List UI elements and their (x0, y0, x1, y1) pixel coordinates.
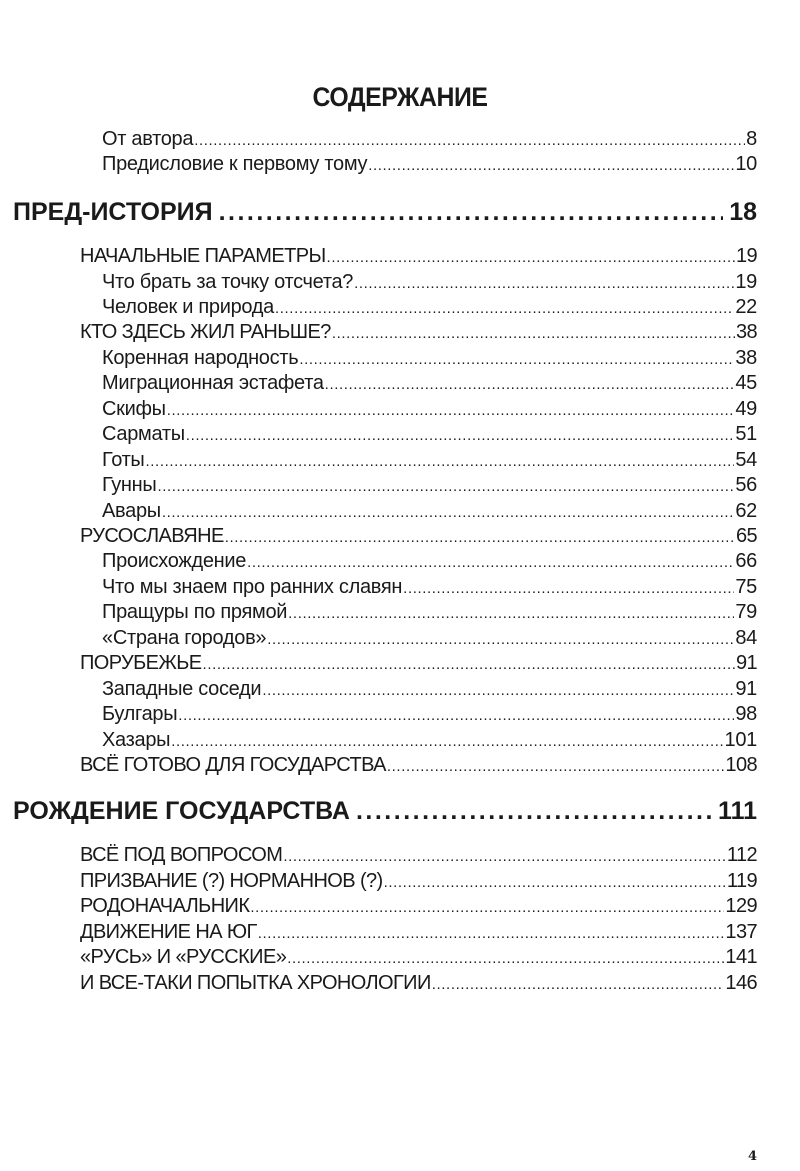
toc-entry-label: КТО ЗДЕСЬ ЖИЛ РАНЬШЕ? (80, 321, 331, 343)
toc-chapter-entry[interactable] (80, 321, 757, 346)
toc-section-entry[interactable] (102, 449, 757, 474)
toc-chapter-entry[interactable] (80, 844, 757, 869)
toc-entry-page: 45 (735, 372, 757, 394)
toc-section-entry[interactable] (102, 398, 757, 423)
toc-entry-page: 137 (725, 921, 757, 943)
toc-entry-label: Происхождение (102, 550, 247, 572)
dot-leader (325, 376, 735, 393)
toc-entry-page: 62 (735, 500, 757, 522)
dot-leader (225, 529, 735, 546)
dot-leader (250, 899, 724, 916)
toc-entry-label: ДВИЖЕНИЕ НА ЮГ (80, 921, 257, 943)
toc-entry-page: 38 (735, 347, 757, 369)
toc-entry-page: 129 (725, 895, 757, 917)
toc-chapter-entry[interactable] (80, 652, 757, 677)
toc-entry-page: 98 (735, 703, 757, 725)
toc-entry-label: От автора (102, 128, 194, 150)
toc-entry-page: 56 (735, 474, 757, 496)
toc-entry-page: 91 (735, 652, 757, 674)
toc-entry-page: 91 (735, 678, 757, 700)
toc-chapter-entry[interactable] (80, 754, 757, 779)
toc-section-entry[interactable] (102, 729, 757, 754)
toc-chapter-entry[interactable] (80, 921, 757, 946)
toc-entry-label: РОЖДЕНИЕ ГОСУДАРСТВА (13, 797, 350, 825)
toc-section-entry[interactable] (102, 423, 757, 448)
dot-leader (194, 132, 745, 149)
toc-section-entry[interactable] (102, 296, 757, 321)
toc-section-entry[interactable] (102, 271, 757, 296)
page-title: СОДЕРЖАНИЕ (312, 82, 488, 112)
toc-entry-label: Человек и природа (102, 296, 274, 318)
toc-entry-page: 112 (726, 844, 757, 866)
toc-section-entry[interactable] (102, 627, 757, 652)
toc-entry-label: Авары (102, 500, 161, 522)
dot-leader (354, 275, 734, 292)
toc-section-entry[interactable] (102, 347, 757, 372)
toc-entry-label: ВСЁ ГОТОВО ДЛЯ ГОСУДАРСТВА (80, 754, 386, 776)
toc-entry-label: Хазары (102, 729, 171, 751)
toc-entry-label: Готы (102, 449, 145, 471)
toc-entry-page: 111 (718, 797, 757, 825)
toc-chapter-entry[interactable] (80, 895, 757, 920)
toc-section-entry[interactable] (102, 500, 757, 525)
toc-chapter-entry[interactable] (80, 972, 757, 997)
toc-entry-label: НАЧАЛЬНЫЕ ПАРАМЕТРЫ (80, 245, 326, 267)
dot-leader (167, 402, 735, 419)
dot-leader (219, 198, 724, 227)
toc-section-entry[interactable] (102, 601, 757, 626)
toc-entry-label: ПРЕД-ИСТОРИЯ (13, 198, 213, 226)
toc-entry-label: «Страна городов» (102, 627, 267, 649)
toc-entry-page: 10 (735, 153, 757, 175)
toc-entry-page: 141 (725, 946, 757, 968)
toc-entry-page: 75 (735, 576, 757, 598)
dot-leader (287, 950, 724, 967)
toc-section-entry[interactable] (102, 576, 757, 601)
toc-entry-page: 38 (735, 321, 757, 343)
toc-entry-page: 22 (735, 296, 757, 318)
toc-entry-page: 101 (724, 729, 757, 751)
toc-section-entry[interactable] (102, 372, 757, 397)
toc-entry-page: 49 (735, 398, 757, 420)
toc-entry-label: ПРИЗВАНИЕ (?) НОРМАННОВ (?) (80, 870, 383, 892)
toc-entry-label: ПОРУБЕЖЬЕ (80, 652, 202, 674)
dot-leader (162, 504, 734, 521)
toc-section-entry[interactable] (102, 678, 757, 703)
toc-chapter-entry[interactable] (80, 525, 757, 550)
toc-section-entry[interactable] (102, 550, 757, 575)
toc-entry-page: 146 (725, 972, 757, 994)
dot-leader (186, 427, 735, 444)
dot-leader (262, 682, 734, 699)
toc-entry-label: Гунны (102, 474, 157, 496)
toc-entry-page: 65 (735, 525, 757, 547)
dot-leader (403, 580, 734, 597)
dot-leader (275, 300, 734, 317)
dot-leader (157, 478, 734, 495)
toc-entry-page: 108 (725, 754, 757, 776)
toc-entry-page: 19 (735, 271, 757, 293)
toc-entry-label: Коренная народность (102, 347, 299, 369)
toc-entry-page: 119 (726, 870, 757, 892)
toc-entry-label: Западные соседи (102, 678, 262, 700)
dot-leader (258, 925, 725, 942)
dot-leader (356, 797, 712, 826)
toc-section-entry[interactable] (102, 128, 757, 153)
toc-entry-label: Сарматы (102, 423, 185, 445)
dot-leader (384, 874, 726, 891)
dot-leader (332, 325, 735, 342)
toc-entry-label: Что мы знаем про ранних славян (102, 576, 403, 598)
toc-entry-label: ВСЁ ПОД ВОПРОСОМ (80, 844, 283, 866)
dot-leader (178, 707, 734, 724)
dot-leader (288, 605, 734, 622)
dot-leader (267, 631, 734, 648)
toc-entry-page: 18 (729, 198, 757, 226)
toc-entry-label: Пращуры по прямой (102, 601, 288, 623)
toc-entry-label: Что брать за точку отсчета? (102, 271, 354, 293)
toc-entry-page: 8 (746, 128, 757, 150)
toc-entry-page: 66 (735, 550, 757, 572)
toc-entry-label: РУСОСЛАВЯНЕ (80, 525, 224, 547)
toc-entry-page: 79 (735, 601, 757, 623)
dot-leader (247, 554, 734, 571)
dot-leader (327, 249, 735, 266)
dot-leader (432, 976, 725, 993)
toc-entry-label: Миграционная эстафета (102, 372, 324, 394)
toc-entry-label: Булгары (102, 703, 178, 725)
toc-entry-page: 19 (735, 245, 757, 267)
toc-chapter-entry[interactable] (80, 870, 757, 895)
toc-part-entry[interactable] (13, 797, 757, 829)
toc-entry-label: РОДОНАЧАЛЬНИК (80, 895, 250, 917)
dot-leader (299, 351, 734, 368)
toc-chapter-entry[interactable] (80, 245, 757, 270)
toc-entry-page: 51 (735, 423, 757, 445)
toc-chapter-entry[interactable] (80, 946, 757, 971)
dot-leader (146, 453, 735, 470)
toc-section-entry[interactable] (102, 703, 757, 728)
page-number: 4 (748, 1149, 758, 1164)
dot-leader (387, 758, 725, 775)
dot-leader (283, 848, 726, 865)
dot-leader (368, 157, 734, 174)
toc-entry-label: И ВСЕ-ТАКИ ПОПЫТКА ХРОНОЛОГИИ (80, 972, 431, 994)
toc-section-entry[interactable] (102, 474, 757, 499)
toc-entry-label: «РУСЬ» И «РУССКИЕ» (80, 946, 287, 968)
toc-section-entry[interactable] (102, 153, 757, 178)
dot-leader (171, 733, 723, 750)
toc-part-entry[interactable] (13, 198, 757, 230)
dot-leader (203, 656, 735, 673)
toc-entry-label: Предисловие к первому тому (102, 153, 368, 175)
toc-entry-page: 84 (735, 627, 757, 649)
toc-entry-label: Скифы (102, 398, 166, 420)
toc-entry-page: 54 (735, 449, 757, 471)
